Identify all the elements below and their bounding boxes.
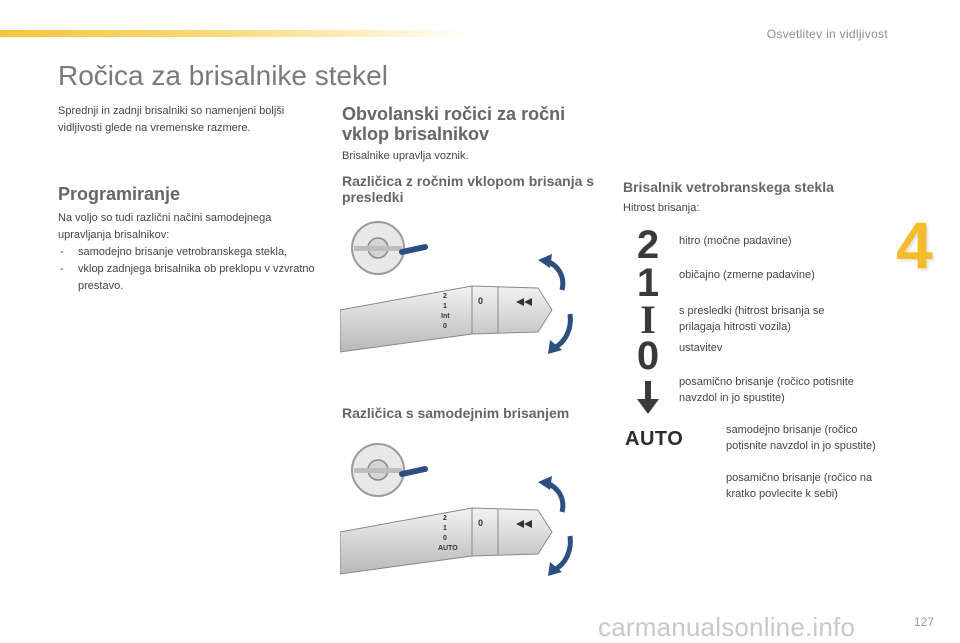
rear-wiper-mark: 0 [478,518,484,528]
header-accent-bar [0,30,470,37]
programming-item: - samodejno brisanje vetrobranskega stekla, [58,244,320,261]
speed-label: Hitrost brisanja: [623,202,700,214]
programming-section [58,210,320,295]
mode-text: s presledki (hitrost brisanja se prilagaja hitrosti vozila) [679,305,825,333]
manual-lever-illustration [340,218,585,360]
mode-text: običajno (zmerne padavine) [679,269,815,281]
lever-mark: 1 [443,525,447,532]
lever-mark: 2 [443,293,447,300]
mode-symbol-0: 0 [636,334,660,378]
lever-down-arrow [554,314,570,348]
variant-auto-heading: Različica s samodejnim brisanjem [342,405,570,421]
mode-text: ustavitev [679,342,723,354]
page-number: 127 [913,615,934,629]
programming-text: Na voljo so tudi različni načini samodejnega upravljanja brisalnikov: [58,212,272,241]
steering-wheel-icon [352,444,404,496]
lever-mark: 0 [443,323,447,330]
page-title: Ročica za brisalnike stekel [58,60,388,91]
watermark: carmanualsonline.info [598,612,856,642]
lever-mark: AUTO [438,545,458,552]
auto-text-2: posamično brisanje (ročico na kratko povlecite k sebi) [726,472,873,500]
programming-heading: Programiranje [58,184,181,204]
lever-mark: Int [441,313,450,320]
steering-heading: Obvolanski ročici za ročni vklop brisalnikov [342,104,566,144]
down-arrow-icon [636,381,660,415]
steering-wheel-icon [352,222,404,274]
auto-badge: AUTO [625,428,684,450]
lever-mark: 0 [443,535,447,542]
lever-down-arrow [554,536,570,570]
programming-list [58,244,320,295]
programming-item: - vklop zadnjega brisalnika ob preklopu v vzvratno prestavo. [58,261,320,295]
mode-symbol-2: 2 [636,223,660,267]
section-header: Osvetlitev in vidljivost [766,27,888,41]
mode-text: posamično brisanje (ročico potisnite navzdol in jo spustite) [679,376,854,404]
lever-mark: 2 [443,515,447,522]
lever-indicator [402,469,425,474]
auto-text: samodejno brisanje (ročico potisnite navzdol in jo spustite) [726,424,876,452]
mode-symbol-1: 1 [636,261,660,305]
mode-text: hitro (močne padavine) [679,235,792,247]
mode-symbol-int: I [640,297,656,342]
driver-text: Brisalnike upravlja voznik. [342,150,469,162]
windscreen-heading: Brisalnik vetrobranskega stekla [623,179,834,195]
lever-indicator [402,247,425,252]
chapter-number: 4 [896,208,933,282]
variant-manual-heading: Različica z ročnim vklopom brisanja s presledki [342,173,595,205]
auto-lever-illustration [340,440,585,582]
rear-wiper-mark: 0 [478,296,484,306]
intro-text: Sprednji in zadnji brisalniki so namenjeni boljši vidljivosti glede na vremenske razmere. [58,105,285,134]
lever-mark: 1 [443,303,447,310]
